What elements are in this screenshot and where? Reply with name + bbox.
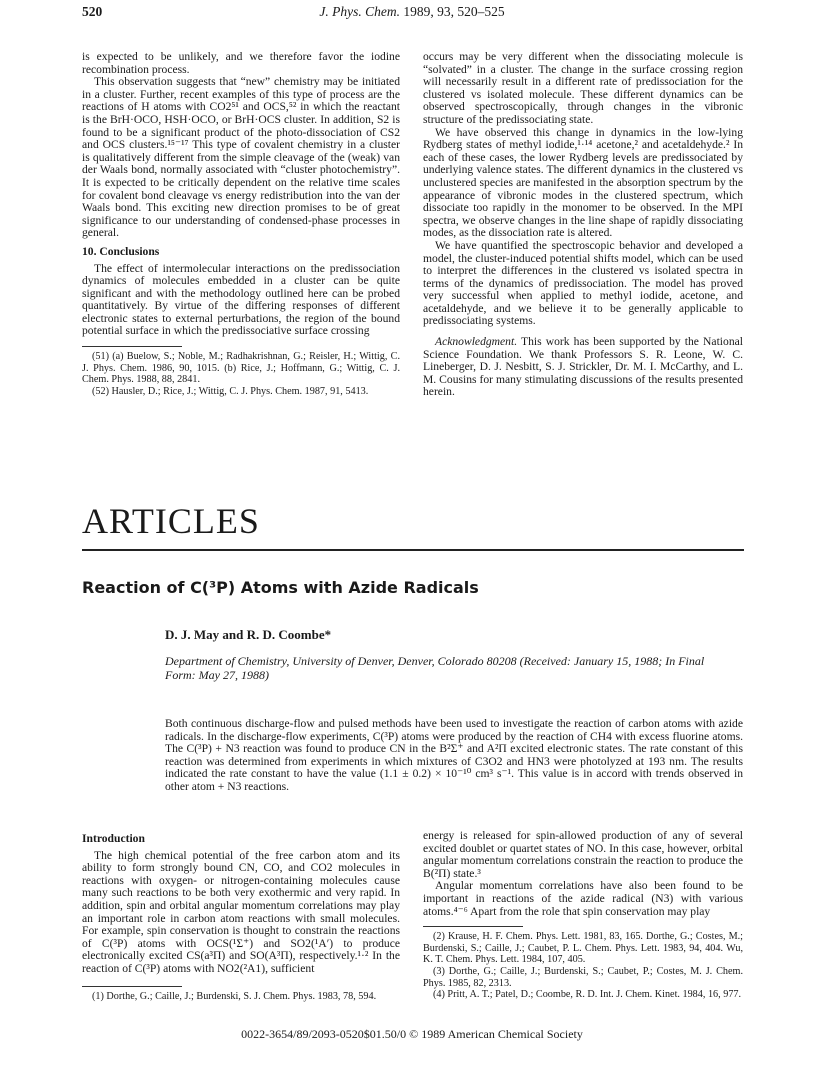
right-paragraph: We have observed this change in dynamics in the low-lying Rydberg states of methyl iodide,¹·¹⁴ acetone,² and acetaldehyde.² In each of these cases, the lower Rydberg levels are predissociated by underlying valence states. The different dynamics in the clustered vs unclustered species are manifested in the absorption spectrum by the appearance of vibronic modes in the clustered spectrum, which dissociate too rapidly in the monomer to be observed. In the MPI spectra, we observe changes in the line shape of rapidly dissociating modes, as the dissociation rate is altered. bbox=[423, 125, 743, 240]
journal-year-volume: 1989, 93, 520–525 bbox=[403, 4, 505, 19]
acknowledgment bbox=[423, 336, 743, 399]
article-affiliation: Department of Chemistry, University of Denver, Denver, Colorado 80208 (Received: January 15, 1988; In Final Form: May 27, 1988) bbox=[165, 654, 705, 682]
right-column bbox=[423, 51, 743, 399]
intro-paragraph: Angular momentum correlations have also been found to be important in reactions of the azide radical (N3) with various atoms.⁴⁻⁶ Apart from the role that spin conservation may play bbox=[423, 879, 743, 918]
right-paragraph: We have quantified the spectroscopic behavior and developed a model, the cluster-induced potential shifts model, which can be used to interpret the differences in the clustered vs isolated spectra in terms of the dynamics of predissociation. The model has proved very successful when applied to methyl iodide, acetone, and acetaldehyde, and we believe it to be generally applicable to predissociating systems. bbox=[423, 238, 743, 328]
article-abstract: Both continuous discharge-flow and pulsed methods have been used to investigate the reaction of carbon atoms with azide radicals. In the discharge-flow experiments, C(³P) atoms were produced by the reaction of CH4 with excess fluorine atoms. The C(³P) + N3 reaction was found to produce CN in the B²Σ⁺ and A²Π excited electronic states. The rate constant of this reaction was determined from experiments in which mixtures of C3O2 and HN3 were photolyzed at 193 nm. The results indicated the rate constant to have the value (1.1 ± 0.2) × 10⁻¹⁰ cm³ s⁻¹. This value is in accord with trends observed in other atom + N3 reactions. bbox=[165, 717, 743, 793]
article-title: Reaction of C(³P) Atoms with Azide Radicals bbox=[82, 578, 479, 597]
intro-paragraph: The high chemical potential of the free carbon atom and its ability to form strongly bound CN, CO, and CO2 molecules in reactions with oxygen- or nitrogen-containing molecules cause many such reactions to be both very exothermic and very rapid. In addition, spin and orbital angular momentum correlations may play an important role in carbon atom reactions with small molecules. For example, spin conservation is thought to constrain the reactions of C(³P) atoms with OCS(¹Σ⁺) and SO2(¹A′) to produce electronically excited CS(a³Π) and SO(A³Π), respectively.¹·² In the reaction of C(³P) atoms with NO2(²A1), sufficient bbox=[82, 848, 400, 975]
copyright-footer: 0022-3654/89/2093-0520$01.50/0 © 1989 American Chemical Society bbox=[241, 1027, 583, 1041]
page-header bbox=[82, 4, 742, 24]
right-paragraph: occurs may be very different when the dissociating molecule is “solvated” in a cluster. The change in the surface crossing region will necessarily result in a different rate of predissociation for the clustered vs isolated molecule. These different dynamics can be observed spectroscopically, through changes in the vibronic structure of the predissociating state. bbox=[423, 50, 743, 126]
footnotes bbox=[82, 351, 400, 397]
footnote: (2) Krause, H. F. Chem. Phys. Lett. 1981, 83, 165. Dorthe, G.; Costes, M.; Burdenski, S.; Caille, J.; Caubet, P. L. Chem. Phys. Lett. 1983, 94, 404. Wu, K. T. Chem. Phys. Lett. 1984, 107, 405. bbox=[423, 931, 743, 966]
acknowledgment-text: This work has been supported by the National Science Foundation. We thank Professors S. R. Leone, W. C. Lineberger, D. J. Nesbitt, S. J. Strickler, Dr. M. I. McCarthy, and L. M. Cousins for many stimulating discussions of the results presented herein. bbox=[423, 335, 743, 399]
section-title: ARTICLES bbox=[82, 501, 260, 541]
page-number: 520 bbox=[82, 4, 103, 19]
introduction-heading: Introduction bbox=[82, 832, 145, 845]
footnote: (4) Pritt, A. T.; Patel, D.; Coombe, R. D. Int. J. Chem. Kinet. 1984, 16, 977. bbox=[433, 989, 742, 1001]
conclusions-heading: 10. Conclusions bbox=[82, 244, 160, 258]
intro-right-column bbox=[423, 830, 743, 1001]
acknowledgment-label: Acknowledgment. bbox=[435, 335, 518, 349]
intro-paragraph: energy is released for spin-allowed production of any of several excited doublet or quartet states of NO. In this case, however, orbital angular momentum correlations constrain the reaction to produce the B(²Π) state.³ bbox=[423, 829, 744, 880]
footnote: (51) (a) Buelow, S.; Noble, M.; Radhakrishnan, G.; Reisler, H.; Wittig, C. J. Phys. Chem. 1986, 90, 1015. (b) Rice, J.; Hoffmann, G.; Wittig, C. J. Chem. Phys. 1988, 88, 2841. bbox=[82, 351, 400, 386]
footnote-divider bbox=[423, 926, 523, 927]
footnotes bbox=[423, 931, 743, 1001]
left-column bbox=[82, 51, 400, 397]
footnote: (1) Dorthe, G.; Caille, J.; Burdenski, S. J. Chem. Phys. 1983, 78, 594. bbox=[92, 990, 377, 1002]
footnote: (52) Hausler, D.; Rice, J.; Wittig, C. J. Phys. Chem. 1987, 91, 5413. bbox=[92, 385, 369, 397]
article-authors: D. J. May and R. D. Coombe* bbox=[165, 627, 332, 642]
left-paragraph: is expected to be unlikely, and we therefore favor the iodine recombination process. bbox=[82, 50, 400, 76]
intro-left-column bbox=[82, 833, 400, 1002]
journal-name: J. Phys. Chem. bbox=[319, 4, 400, 19]
left-paragraph: This observation suggests that “new” chemistry may be initiated in a cluster. Further, recent examples of this type of process are the reactions of H atoms with CO2⁵¹ and OCS,⁵² in which the reactant is the BrH·OCO, HSH·OCO, or BrH·OCS cluster. In addition, S2 is found to be a significant product of the photo-dissociation of CS2 and OCS clusters.¹⁵⁻¹⁷ This type of covalent chemistry in a cluster is qualitatively different from the simple cleavage of the (weak) van der Waals bond, normally associated with “cluster photochemistry”. It is expected to be critically dependent on the relative time scales for covalent bond cleavage vs energy redistribution into the van der Waals bond. This exciting new direction promises to be of great significance to our understanding of condensed-phase processes in general. bbox=[82, 75, 400, 240]
footnote-divider bbox=[82, 346, 182, 347]
section-rule bbox=[82, 549, 744, 551]
footnote: (3) Dorthe, G.; Caille, J.; Burdenski, S.; Caubet, P.; Costes, M. J. Chem. Phys. 1985, 82, 2313. bbox=[423, 965, 743, 989]
journal-citation bbox=[82, 4, 742, 20]
footnotes bbox=[82, 991, 400, 1003]
conclusions-paragraph: The effect of intermolecular interactions on the predissociation dynamics of molecules embedded in a cluster can be quite significant and with the methodology outlined here can be probed quantitatively. By virtue of the differing responses of different electronic states to external perturbations, the region of the bound potential surface in which the predissociative surface crossing bbox=[82, 261, 400, 338]
footnote-divider bbox=[82, 986, 182, 987]
